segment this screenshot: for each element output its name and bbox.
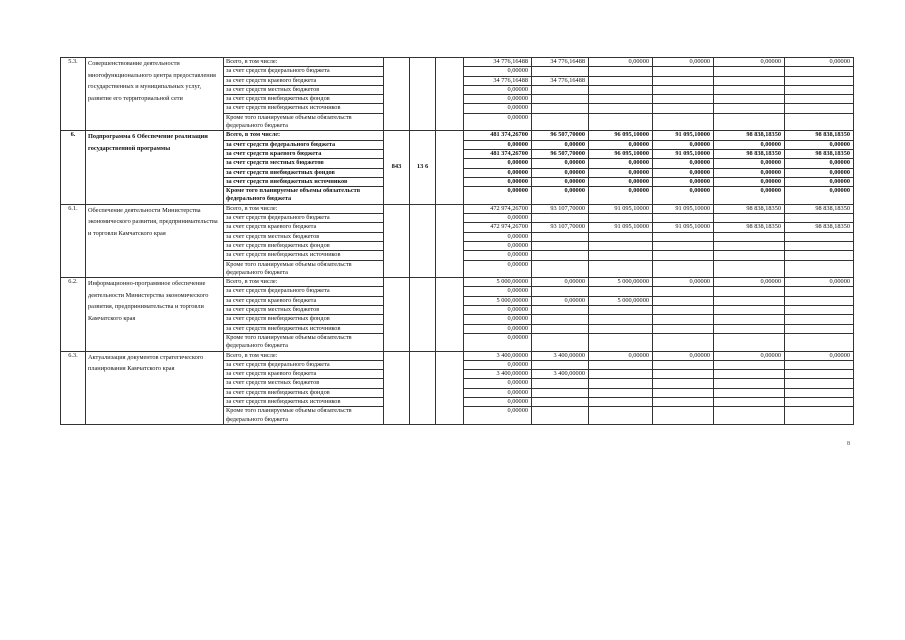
value-cell: 98 838,18350 <box>785 131 854 140</box>
value-cell: 0,00000 <box>464 388 532 397</box>
value-cell: 0,00000 <box>464 140 532 149</box>
value-cell: 5 000,00000 <box>589 278 653 287</box>
value-cell <box>714 333 785 351</box>
value-cell: 34 776,16488 <box>532 58 589 67</box>
value-cell <box>589 379 653 388</box>
funding-source: за счет средств федерального бюджета <box>224 214 384 223</box>
funding-source: за счет средств внебюджетных источников <box>224 324 384 333</box>
funding-source: за счет средств краевого бюджета <box>224 76 384 85</box>
value-cell <box>532 388 589 397</box>
value-cell: 0,00000 <box>532 296 589 305</box>
value-cell <box>714 407 785 425</box>
funding-source: Кроме того планируемые объемы обязательств федерального бюджета <box>224 260 384 278</box>
funding-source: за счет средств краевого бюджета <box>224 223 384 232</box>
value-cell: 0,00000 <box>464 260 532 278</box>
value-cell <box>589 95 653 104</box>
value-cell: 0,00000 <box>785 187 854 205</box>
value-cell <box>653 232 714 241</box>
value-cell: 0,00000 <box>464 67 532 76</box>
funding-source: Кроме того планируемые объемы обязательств федерального бюджета <box>224 333 384 351</box>
value-cell <box>653 287 714 296</box>
value-cell <box>714 388 785 397</box>
value-cell: 0,00000 <box>464 113 532 131</box>
value-cell <box>589 113 653 131</box>
value-cell: 0,00000 <box>464 104 532 113</box>
value-cell: 0,00000 <box>532 140 589 149</box>
value-cell: 93 107,70000 <box>532 204 589 213</box>
value-cell: 0,00000 <box>532 187 589 205</box>
value-cell <box>532 333 589 351</box>
value-cell <box>653 370 714 379</box>
code-gr-cell: 843 <box>384 131 410 204</box>
section-number: 5.3. <box>61 58 86 131</box>
value-cell <box>714 67 785 76</box>
value-cell: 472 974,26700 <box>464 223 532 232</box>
value-cell <box>589 232 653 241</box>
funding-source: за счет средств местных бюджетов <box>224 159 384 168</box>
table-row <box>61 278 854 287</box>
value-cell: 472 974,26700 <box>464 204 532 213</box>
value-cell <box>714 324 785 333</box>
value-cell <box>653 333 714 351</box>
value-cell: 0,00000 <box>785 351 854 360</box>
section-name: Информационно-программное обеспечение деятельности Министерства экономического развития, предпринимательства и торговли Камчатского края <box>86 278 224 351</box>
value-cell: 0,00000 <box>532 177 589 186</box>
value-cell: 0,00000 <box>464 177 532 186</box>
value-cell: 98 838,18350 <box>714 149 785 158</box>
table-row <box>61 351 854 360</box>
value-cell: 96 095,10000 <box>589 149 653 158</box>
value-cell <box>785 214 854 223</box>
value-cell <box>653 241 714 250</box>
value-cell <box>714 287 785 296</box>
funding-source: за счет средств местных бюджетов <box>224 306 384 315</box>
document-page <box>60 57 854 425</box>
section-name: Обеспечение деятельности Министерства экономического развития, предпринимательства и торговли Камчатского края <box>86 204 224 277</box>
value-cell <box>785 260 854 278</box>
value-cell <box>532 287 589 296</box>
value-cell: 91 095,10000 <box>589 204 653 213</box>
value-cell: 0,00000 <box>714 58 785 67</box>
value-cell <box>714 260 785 278</box>
value-cell: 0,00000 <box>653 140 714 149</box>
funding-source: Всего, в том числе: <box>224 278 384 287</box>
section-name: Актуализация документов стратегического планирования Камчатского края <box>86 351 224 424</box>
value-cell: 91 095,10000 <box>653 223 714 232</box>
value-cell <box>714 232 785 241</box>
code-cs-cell <box>436 351 464 424</box>
value-cell <box>532 214 589 223</box>
value-cell <box>714 85 785 94</box>
value-cell <box>714 241 785 250</box>
value-cell <box>714 315 785 324</box>
value-cell: 3 400,00000 <box>532 351 589 360</box>
value-cell <box>589 324 653 333</box>
funding-source: за счет средств федерального бюджета <box>224 140 384 149</box>
value-cell <box>653 260 714 278</box>
funding-source: Всего, в том числе: <box>224 58 384 67</box>
value-cell: 0,00000 <box>464 95 532 104</box>
value-cell <box>714 113 785 131</box>
value-cell <box>785 388 854 397</box>
value-cell: 0,00000 <box>464 287 532 296</box>
value-cell <box>532 379 589 388</box>
value-cell <box>714 306 785 315</box>
code-cs-cell <box>436 204 464 277</box>
value-cell <box>714 370 785 379</box>
value-cell: 0,00000 <box>785 278 854 287</box>
value-cell <box>589 214 653 223</box>
value-cell <box>785 333 854 351</box>
value-cell <box>785 360 854 369</box>
value-cell: 91 095,10000 <box>653 149 714 158</box>
value-cell <box>589 370 653 379</box>
section-number: 6.2. <box>61 278 86 351</box>
value-cell <box>653 379 714 388</box>
value-cell <box>785 241 854 250</box>
value-cell: 0,00000 <box>714 140 785 149</box>
value-cell: 0,00000 <box>785 168 854 177</box>
value-cell <box>532 67 589 76</box>
value-cell: 0,00000 <box>464 241 532 250</box>
value-cell: 0,00000 <box>464 306 532 315</box>
value-cell: 0,00000 <box>464 187 532 205</box>
value-cell <box>532 113 589 131</box>
funding-source: за счет средств федерального бюджета <box>224 287 384 296</box>
funding-source: Кроме того планируемые объемы обязательств федерального бюджета <box>224 187 384 205</box>
code-cs-cell <box>436 131 464 204</box>
value-cell: 34 776,16488 <box>464 76 532 85</box>
value-cell <box>532 251 589 260</box>
value-cell: 0,00000 <box>589 168 653 177</box>
value-cell <box>532 232 589 241</box>
code-gr-cell <box>384 204 410 277</box>
code-gr-cell <box>384 278 410 351</box>
code-rz-cell <box>410 278 436 351</box>
value-cell <box>785 397 854 406</box>
value-cell <box>653 315 714 324</box>
value-cell: 0,00000 <box>532 278 589 287</box>
code-rz-cell <box>410 351 436 424</box>
value-cell: 0,00000 <box>714 187 785 205</box>
value-cell <box>714 76 785 85</box>
value-cell <box>532 360 589 369</box>
value-cell <box>532 241 589 250</box>
value-cell: 0,00000 <box>653 177 714 186</box>
funding-source: Всего, в том числе: <box>224 351 384 360</box>
page-mark: 8 <box>847 441 850 447</box>
value-cell <box>532 260 589 278</box>
code-rz-cell <box>410 58 436 131</box>
value-cell: 98 838,18350 <box>714 204 785 213</box>
value-cell <box>714 251 785 260</box>
funding-source: за счет средств внебюджетных фондов <box>224 388 384 397</box>
value-cell <box>589 104 653 113</box>
value-cell: 481 374,26700 <box>464 149 532 158</box>
funding-source: за счет средств внебюджетных источников <box>224 104 384 113</box>
value-cell <box>589 251 653 260</box>
value-cell <box>589 407 653 425</box>
value-cell <box>714 104 785 113</box>
value-cell <box>653 104 714 113</box>
value-cell <box>785 379 854 388</box>
section-number: 6.1. <box>61 204 86 277</box>
value-cell <box>589 287 653 296</box>
value-cell <box>785 370 854 379</box>
value-cell <box>785 85 854 94</box>
section-number: 6. <box>61 131 86 204</box>
section-number: 6.3. <box>61 351 86 424</box>
value-cell: 34 776,16488 <box>464 58 532 67</box>
value-cell <box>589 306 653 315</box>
value-cell: 0,00000 <box>653 351 714 360</box>
value-cell <box>532 95 589 104</box>
funding-source: за счет средств федерального бюджета <box>224 360 384 369</box>
value-cell: 98 838,18350 <box>785 204 854 213</box>
value-cell <box>532 104 589 113</box>
value-cell <box>589 76 653 85</box>
value-cell <box>785 113 854 131</box>
code-gr-cell <box>384 58 410 131</box>
value-cell <box>714 296 785 305</box>
value-cell: 0,00000 <box>589 177 653 186</box>
value-cell: 96 507,70000 <box>532 149 589 158</box>
value-cell: 0,00000 <box>589 351 653 360</box>
funding-source: за счет средств федерального бюджета <box>224 67 384 76</box>
value-cell <box>589 241 653 250</box>
funding-source: Всего, в том числе: <box>224 131 384 140</box>
value-cell: 0,00000 <box>714 159 785 168</box>
value-cell: 0,00000 <box>714 177 785 186</box>
value-cell: 0,00000 <box>653 58 714 67</box>
funding-source: за счет средств внебюджетных фондов <box>224 315 384 324</box>
value-cell <box>653 397 714 406</box>
value-cell: 0,00000 <box>532 168 589 177</box>
value-cell <box>653 113 714 131</box>
value-cell <box>785 251 854 260</box>
value-cell <box>714 95 785 104</box>
value-cell: 0,00000 <box>464 168 532 177</box>
value-cell: 0,00000 <box>653 187 714 205</box>
section-name: Совершенствование деятельности многофункционального центра предоставления государственных и муниципальных услуг, развитие его территориальной сети <box>86 58 224 131</box>
value-cell: 0,00000 <box>653 168 714 177</box>
funding-source: за счет средств местных бюджетов <box>224 85 384 94</box>
value-cell <box>653 306 714 315</box>
value-cell: 0,00000 <box>532 159 589 168</box>
value-cell: 0,00000 <box>464 360 532 369</box>
value-cell: 0,00000 <box>653 278 714 287</box>
code-rz-cell <box>410 204 436 277</box>
value-cell <box>653 407 714 425</box>
value-cell <box>653 76 714 85</box>
value-cell: 0,00000 <box>785 177 854 186</box>
value-cell <box>589 333 653 351</box>
funding-source: за счет средств местных бюджетов <box>224 379 384 388</box>
value-cell <box>653 85 714 94</box>
value-cell: 0,00000 <box>785 140 854 149</box>
value-cell: 96 095,10000 <box>589 131 653 140</box>
value-cell <box>653 360 714 369</box>
value-cell: 0,00000 <box>589 187 653 205</box>
value-cell <box>785 67 854 76</box>
code-cs-cell <box>436 278 464 351</box>
value-cell: 481 374,26700 <box>464 131 532 140</box>
code-rz-cell: 13 6 <box>410 131 436 204</box>
value-cell <box>653 95 714 104</box>
value-cell: 96 507,70000 <box>532 131 589 140</box>
value-cell <box>589 397 653 406</box>
table-row <box>61 58 854 67</box>
value-cell: 0,00000 <box>785 58 854 67</box>
value-cell: 5 000,00000 <box>589 296 653 305</box>
funding-source: Всего, в том числе: <box>224 204 384 213</box>
value-cell <box>653 251 714 260</box>
funding-source: за счет средств внебюджетных источников <box>224 251 384 260</box>
value-cell <box>785 104 854 113</box>
value-cell: 0,00000 <box>464 159 532 168</box>
value-cell: 0,00000 <box>714 168 785 177</box>
code-cs-cell <box>436 58 464 131</box>
value-cell <box>785 324 854 333</box>
value-cell <box>785 296 854 305</box>
value-cell <box>589 260 653 278</box>
table-row <box>61 131 854 140</box>
funding-source: за счет средств внебюджетных фондов <box>224 95 384 104</box>
value-cell <box>653 388 714 397</box>
value-cell <box>589 85 653 94</box>
code-gr-cell <box>384 351 410 424</box>
value-cell: 0,00000 <box>714 278 785 287</box>
value-cell: 0,00000 <box>785 159 854 168</box>
value-cell <box>532 306 589 315</box>
budget-table <box>60 57 854 425</box>
value-cell: 0,00000 <box>464 232 532 241</box>
value-cell: 5 000,00000 <box>464 296 532 305</box>
value-cell: 3 400,00000 <box>464 351 532 360</box>
value-cell <box>714 360 785 369</box>
value-cell: 5 000,00000 <box>464 278 532 287</box>
value-cell <box>589 388 653 397</box>
value-cell: 0,00000 <box>464 214 532 223</box>
value-cell: 3 400,00000 <box>532 370 589 379</box>
funding-source: за счет средств внебюджетных фондов <box>224 168 384 177</box>
value-cell <box>532 85 589 94</box>
value-cell: 93 107,70000 <box>532 223 589 232</box>
funding-source: Кроме того планируемые объемы обязательств федерального бюджета <box>224 113 384 131</box>
value-cell: 34 776,16488 <box>532 76 589 85</box>
funding-source: за счет средств внебюджетных источников <box>224 177 384 186</box>
funding-source: за счет средств внебюджетных источников <box>224 397 384 406</box>
value-cell: 91 095,10000 <box>589 223 653 232</box>
value-cell <box>714 379 785 388</box>
value-cell: 3 400,00000 <box>464 370 532 379</box>
value-cell <box>785 76 854 85</box>
value-cell: 98 838,18350 <box>714 223 785 232</box>
value-cell <box>653 67 714 76</box>
value-cell <box>532 397 589 406</box>
value-cell <box>653 214 714 223</box>
value-cell <box>653 296 714 305</box>
value-cell: 0,00000 <box>653 159 714 168</box>
value-cell <box>589 67 653 76</box>
value-cell: 0,00000 <box>464 251 532 260</box>
value-cell <box>785 407 854 425</box>
value-cell: 0,00000 <box>464 315 532 324</box>
section-name: Подпрограмма 6 Обеспечение реализации государственной программы <box>86 131 224 204</box>
value-cell <box>785 232 854 241</box>
value-cell <box>785 95 854 104</box>
value-cell <box>785 315 854 324</box>
value-cell <box>532 315 589 324</box>
value-cell <box>589 360 653 369</box>
value-cell: 98 838,18350 <box>785 223 854 232</box>
table-body <box>61 58 854 425</box>
value-cell <box>589 315 653 324</box>
value-cell: 0,00000 <box>464 397 532 406</box>
value-cell <box>714 397 785 406</box>
value-cell: 0,00000 <box>589 58 653 67</box>
value-cell: 91 095,10000 <box>653 131 714 140</box>
value-cell <box>714 214 785 223</box>
value-cell: 0,00000 <box>464 333 532 351</box>
value-cell <box>532 324 589 333</box>
funding-source: за счет средств краевого бюджета <box>224 296 384 305</box>
value-cell: 98 838,18350 <box>785 149 854 158</box>
value-cell: 0,00000 <box>464 379 532 388</box>
value-cell: 0,00000 <box>714 351 785 360</box>
funding-source: Кроме того планируемые объемы обязательств федерального бюджета <box>224 407 384 425</box>
funding-source: за счет средств краевого бюджета <box>224 149 384 158</box>
value-cell: 0,00000 <box>464 324 532 333</box>
value-cell: 0,00000 <box>589 140 653 149</box>
value-cell <box>785 306 854 315</box>
value-cell <box>653 324 714 333</box>
value-cell: 0,00000 <box>589 159 653 168</box>
funding-source: за счет средств краевого бюджета <box>224 370 384 379</box>
value-cell: 98 838,18350 <box>714 131 785 140</box>
value-cell <box>532 407 589 425</box>
value-cell: 0,00000 <box>464 85 532 94</box>
table-row <box>61 204 854 213</box>
value-cell: 0,00000 <box>464 407 532 425</box>
funding-source: за счет средств внебюджетных фондов <box>224 241 384 250</box>
value-cell: 91 095,10000 <box>653 204 714 213</box>
value-cell <box>785 287 854 296</box>
funding-source: за счет средств местных бюджетов <box>224 232 384 241</box>
